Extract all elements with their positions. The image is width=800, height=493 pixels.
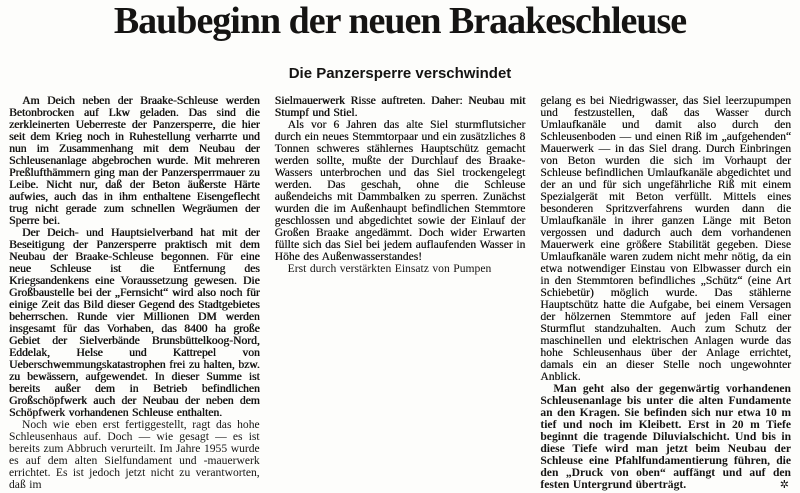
article-headline: Baubeginn der neuen Braakeschleuse xyxy=(113,0,687,42)
paragraph: gelang es bei Niedrigwasser, das Siel leerzupumpen und festzustellen, daß das Wasser durch Umlaufkanäle und damit also durch den Schleusenboden — und einen Riß im „aufgehenden“ Mauerwerk — in das Siel drang. Durch Einbringen von Beton wurden die sich im Vorhaupt der Schleuse befindlichen Umlaufkanäle abgedichtet und der an und für sich ungefährliche Riß mit einem Spezialgerät mit Beton verfüllt. Mittels eines besonderen Spritzverfahrens wurden dann die Umlaufkanäle in ihrer ganzen Länge mit Beton vergossen und dadurch auch dem vorhandenen Mauerwerk eine größere Stabilität gegeben. Diese Umlaufkanäle waren zudem nicht mehr nötig, da ein etwa notwendiger Einstau von Elbwasser durch ein in den Stemmtoren befindliches „Schütz“ (eine Art Schiebetür) möglich wurde. Das stählerne Hauptschütz hatte die Aufgabe, bei einem Versagen der hölzernen Stemmtore auf jeden Fall einer Sturmflut standzuhalten. Auch zum Schutz der maschinellen und elektrischen Anlagen wurde das hohe Schleusenhaus über der Anlage errichtet, damals ein an dieser Stelle noch ungewohnter Anblick. xyxy=(540,93,792,383)
paragraph: Noch wie eben erst fertiggestellt, ragt das hohe Schleusenhaus auf. Doch — wie gesagt — es ist bereits zum Abbruch verurteilt. Im Jahre 1955 wurde es auf dem alten Sielfundament und -mauerwerk errichtet. Es ist jedoch jetzt nicht zu verantworten, daß im xyxy=(9,417,260,491)
column-2 xyxy=(275,95,526,275)
paragraph: Erst durch verstärkten Einsatz von Pumpen xyxy=(287,261,492,275)
article-subheadline: Die Panzersperre verschwindet xyxy=(288,65,512,83)
paragraph: Der Deich- und Hauptsielverband hat mit der Beseitigung der Panzersperre praktisch mit dem Neubau der Braake-Schleuse begonnen. Für eine neue Schleuse ist die Entfernung des Kriegsandenkens eine Voraussetzung gewesen. Die Großbaustelle bei der „Fernsicht“ wird also noch für einige Zeit das Bild dieser Gegend des Stadtgebietes beherrschen. Runde vier Millionen DM werden insgesamt für das Vorhaben, das 8400 ha große Gebiet der Sielverbände Brunsbüttelkoog-Nord, Eddelak, Helse und Kattrepel von Ueberschwemmungskatastrophen frei zu halten, bzw. zu bewässern, aufgewendet. In dieser Summe ist bereits außer dem in Betrieb befindlichen Großschöpfwerk auch der Neubau der neben dem Schöpfwerk vorhandenen Schleuse enthalten. xyxy=(9,225,260,419)
closing-paragraph xyxy=(540,383,791,491)
paragraph: Sielmauerwerk Risse auftreten. Daher: Neubau mit Stumpf und Stiel. xyxy=(274,93,526,119)
column-1 xyxy=(9,95,260,491)
column-3 xyxy=(540,95,791,491)
paragraph: Als vor 6 Jahren das alte Siel sturmflutsicher durch ein neues Stemmtorpaar und ein zusätzliches 8 Tonnen schweres stählernes Hauptschütz gemacht werden sollte, mußte der Durchlauf des Braake-Wassers unterbrochen und das Siel trockengelegt werden. Das geschah, ohne die Schleuse außendeichs mit Dammbalken zu sperren. Zunächst wurden die im Außenhaupt befindlichen Stemmtore geschlossen und abgedichtet sowie der Einlauf der Großen Braake angedämmt. Doch wider Erwarten füllte sich das Siel bei jedem auflaufenden Wasser in Höhe des Außenwasserstandes! xyxy=(274,117,526,263)
paragraph: Am Deich neben der Braake-Schleuse werden Betonbrocken auf Lkw geladen. Das sind die zerkleinerten Ueberreste der Panzersperre, die hier seit dem Krieg noch in Ruhestellung verharrte und nun im Zusammenhang mit dem Neubau der Schleusenanlage abgebrochen wurde. Mit mehreren Preßlufthämmern ging man der Panzersperrmauer zu Leibe. Nicht nur, daß der Beton äußerste Härte aufwies, auch das in ihm enthaltene Eisengeflecht trug nicht gerade zum schnellen Wegräumen der Sperre bei. xyxy=(9,93,260,227)
closing-paragraph-text: Man geht also der gegenwärtig vorhandenen Schleusenanlage bis unter die alten Fundamente an den Kragen. Sie befinden sich nur etwa 10 m tief und noch im Kleibett. Erst in 20 m Tiefe beginnt die tragende Diluvialschicht. Und bis in diese Tiefe wird man jetzt beim Neubau der Schleuse eine Pfahlfundamentierung führen, die den „Druck von oben“ auffängt und auf den festen Untergrund überträgt. xyxy=(540,381,792,491)
end-ornament-icon: ✲ xyxy=(779,477,790,491)
article-body xyxy=(0,95,800,491)
